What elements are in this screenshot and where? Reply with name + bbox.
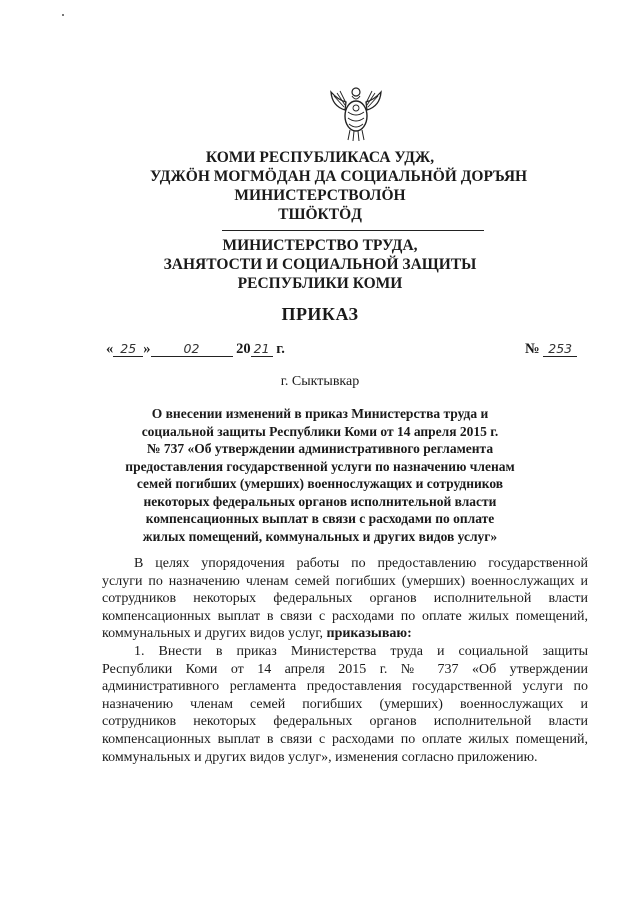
title-line: жилых помещений, коммунальных и других видов услуг» <box>142 528 498 544</box>
title-line: компенсационных выплат в связи с расходами по оплате <box>145 511 495 526</box>
body-line: услуги по назначению членам семей погибших (умерших) военнослужащих и <box>102 573 588 589</box>
title-line: предоставления государственной услуги по назначению членам <box>125 458 515 474</box>
issue-city: г. Сыктывкар <box>280 374 360 389</box>
title-line: семей погибших (умерших) военнослужащих и сотрудников <box>136 476 504 491</box>
header-komi-line: КОМИ РЕСПУБЛИКАСА УДЖ, <box>205 149 435 166</box>
scan-speck <box>62 14 64 16</box>
header-ru-line: ЗАНЯТОСТИ И СОЦИАЛЬНОЙ ЗАЩИТЫ <box>163 256 477 273</box>
body-line: сотрудников некоторых федеральных органов исполнительной власти <box>102 591 588 607</box>
date-year-prefix: 20 <box>236 341 251 357</box>
title-line: социальной защиты Республики Коми от 14 апреля 2015 г. <box>141 423 499 439</box>
date-year-suffix: 21 <box>251 341 273 357</box>
order-date <box>106 341 285 358</box>
title-line: О внесении изменений в приказ Министерства труда и <box>151 406 489 421</box>
order-number <box>525 341 577 358</box>
body-line: компенсационных выплат в связи с расходами по оплате жилых помещений, <box>102 608 588 624</box>
date-close-quote: » <box>143 341 151 357</box>
body-line <box>102 625 588 643</box>
date-year-unit: г. <box>276 341 285 357</box>
body-line: Республики Коми от 14 апреля 2015 г. № 737 «Об утверждении <box>102 661 588 677</box>
komi-coat-of-arms-icon <box>328 80 384 142</box>
order-directive: приказываю: <box>326 626 412 642</box>
body-line: назначению членам семей погибших (умерших) военнослужащих и <box>102 696 588 712</box>
number-value: 253 <box>543 341 577 357</box>
title-line: № 737 «Об утверждении административного регламента <box>146 441 494 456</box>
body-line: 1. Внести в приказ Министерства труда и социальной защиты <box>134 643 588 659</box>
header-komi-language <box>150 148 528 224</box>
body-line: В целях упорядочения работы по предоставлению государственной <box>134 556 588 571</box>
header-russian <box>150 236 490 293</box>
header-komi-line: ТШӦКТӦД <box>278 206 362 223</box>
title-line: некоторых федеральных органов исполнительной власти <box>143 493 497 509</box>
header-komi-line: МИНИСТЕРСТВОЛӦН <box>234 187 406 204</box>
body-line: сотрудников некоторых федеральных органов исполнительной власти <box>102 714 588 730</box>
date-open-quote: « <box>106 341 114 357</box>
date-month: 02 <box>151 341 233 357</box>
header-divider <box>222 230 484 231</box>
header-komi-line: УДЖӦН МОГМӦДАН ДА СОЦИАЛЬНӦЙ ДОРЪЯН <box>150 168 528 185</box>
body-text: коммунальных и других видов услуг, <box>102 626 324 642</box>
body-line: коммунальных и других видов услуг», изменения согласно приложению. <box>102 749 538 765</box>
order-body <box>102 555 588 766</box>
document-type: ПРИКАЗ <box>281 304 359 324</box>
date-day: 25 <box>113 341 143 357</box>
number-sign: № <box>525 341 540 357</box>
body-line: административного регламента предоставления государственной услуги по <box>102 679 588 695</box>
order-title <box>120 405 520 545</box>
header-ru-line: РЕСПУБЛИКИ КОМИ <box>237 275 403 292</box>
body-line: компенсационных выплат в связи с расходами по оплате жилых помещений, <box>102 731 588 747</box>
header-ru-line: МИНИСТЕРСТВО ТРУДА, <box>222 237 418 254</box>
